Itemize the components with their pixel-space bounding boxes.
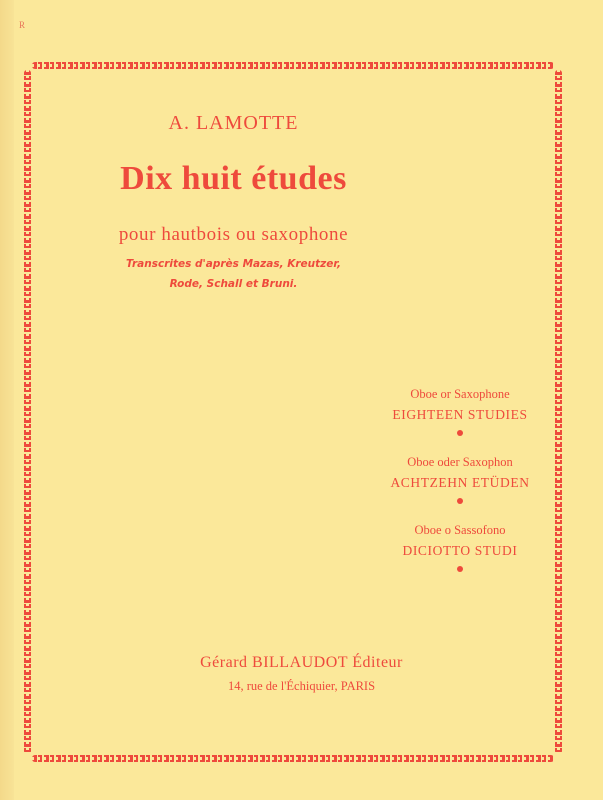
translation-italian (360, 520, 560, 572)
work-title: Dix huit études (120, 160, 347, 197)
translation-title: EIGHTEEN STUDIES (392, 407, 528, 422)
translation-german (360, 452, 560, 504)
bullet-dot-icon (457, 566, 463, 572)
border-bottom (32, 755, 554, 762)
translation-english (360, 384, 560, 436)
border-top (32, 62, 554, 69)
translations-list (360, 384, 560, 588)
bullet-dot-icon (457, 430, 463, 436)
translation-title: ACHTZEHN ETÜDEN (390, 475, 530, 490)
bullet-dot-icon (457, 498, 463, 504)
transcription-note-line2: Rode, Schall et Bruni. (169, 278, 298, 290)
translation-instrument: Oboe o Sassofono (414, 523, 506, 537)
publisher-address: 14, rue de l'Échiquier, PARIS (227, 679, 376, 693)
publisher-name: Gérard BILLAUDOT Éditeur (200, 654, 403, 671)
transcription-note-line1: Transcrites d'après Mazas, Kreutzer, (126, 258, 341, 270)
translation-instrument: Oboe or Saxophone (410, 387, 510, 401)
translation-instrument: Oboe oder Saxophon (407, 455, 513, 469)
corner-mark: R (19, 20, 26, 30)
work-subtitle: pour hautbois ou saxophone (118, 224, 349, 245)
translation-title: DICIOTTO STUDI (402, 543, 518, 558)
author-name: A. LAMOTTE (168, 112, 299, 134)
